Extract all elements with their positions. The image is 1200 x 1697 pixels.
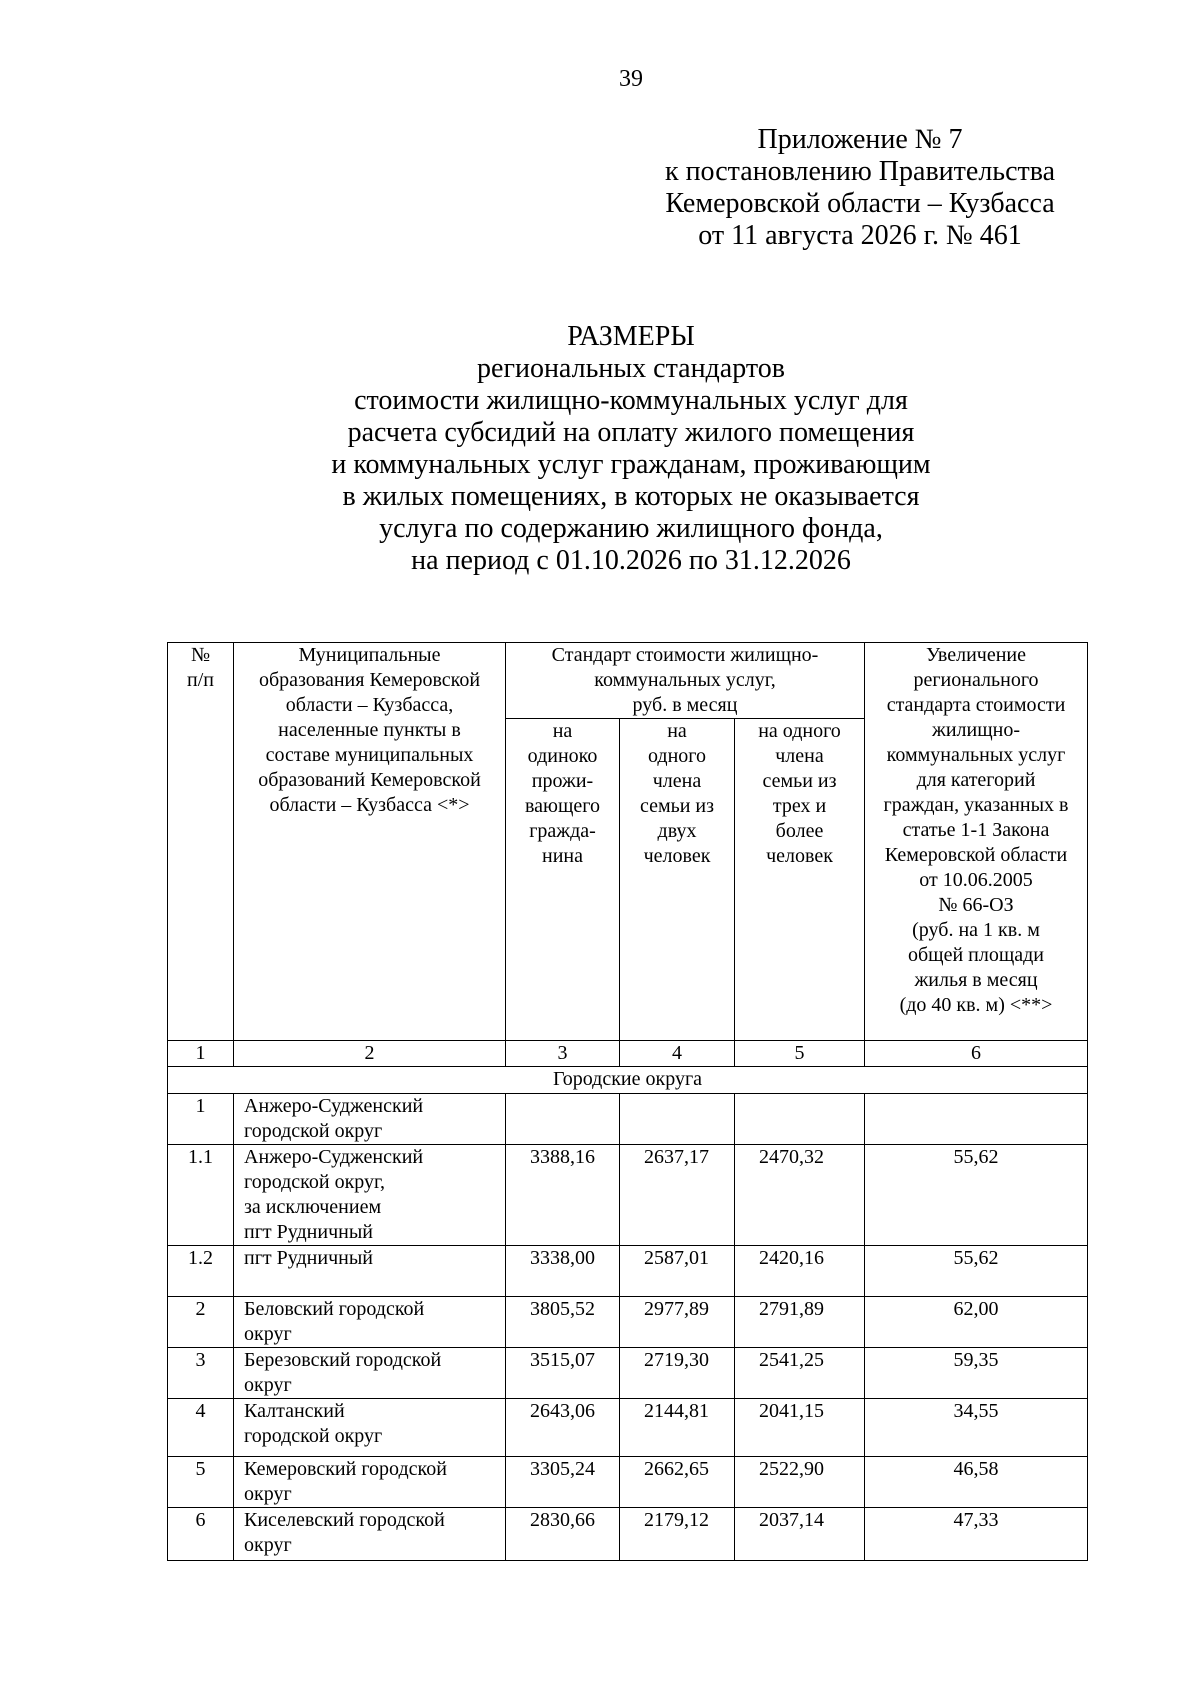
- value-three: 2420,16: [735, 1246, 865, 1297]
- section-title: Городские округа: [168, 1067, 1088, 1094]
- row-number: 2: [168, 1297, 234, 1348]
- title-line: в жилых помещениях, в которых не оказывается: [342, 481, 920, 512]
- value-single: 2830,66: [506, 1508, 620, 1561]
- text-line: Киселевский городской: [244, 1509, 445, 1531]
- value-two: 2587,01: [620, 1246, 735, 1297]
- text-line: на: [552, 720, 573, 742]
- value-two: 2977,89: [620, 1297, 735, 1348]
- text-line: Березовский городской: [244, 1349, 442, 1371]
- text-line: члена: [775, 745, 824, 767]
- text-line: образований Кемеровской: [258, 769, 481, 791]
- text-line: округ: [244, 1534, 292, 1556]
- page-number: 39: [619, 66, 643, 92]
- text-line: области – Кузбасса,: [285, 694, 454, 716]
- value-single: [506, 1094, 620, 1145]
- text-line: населенные пункты в: [278, 719, 461, 741]
- row-number: 1.1: [168, 1145, 234, 1246]
- text-line: общей площади: [908, 944, 1044, 966]
- text-line: двух: [657, 820, 697, 842]
- text-line: городской округ,: [244, 1171, 385, 1193]
- value-single: 3388,16: [506, 1145, 620, 1246]
- text-line: человек: [643, 845, 711, 867]
- text-line: за исключением: [244, 1196, 382, 1218]
- row-number: 1: [168, 1094, 234, 1145]
- text-line: жилищно-: [932, 719, 1020, 741]
- header-family-two: [620, 719, 735, 1041]
- title-line: стоимости жилищно-коммунальных услуг для: [354, 385, 908, 416]
- text-line: образования Кемеровской: [258, 669, 481, 691]
- text-line: семьи из: [639, 795, 715, 817]
- text-line: области – Кузбасса <*>: [269, 794, 470, 816]
- value-single: 3338,00: [506, 1246, 620, 1297]
- value-single: 2643,06: [506, 1399, 620, 1457]
- value-increase: 34,55: [865, 1399, 1088, 1457]
- column-number-row: [168, 1041, 1088, 1067]
- column-number: 1: [168, 1041, 234, 1067]
- value-single: 3805,52: [506, 1297, 620, 1348]
- municipality-name: [234, 1457, 506, 1508]
- header-single-citizen: [506, 719, 620, 1041]
- row-number: 3: [168, 1348, 234, 1399]
- value-three: [735, 1094, 865, 1145]
- value-two: 2179,12: [620, 1508, 735, 1561]
- column-number: 2: [234, 1041, 506, 1067]
- text-line: регионального: [913, 669, 1039, 691]
- text-line: стандарта стоимости: [886, 694, 1066, 716]
- appendix-line: Кемеровской области – Кузбасса: [665, 188, 1055, 219]
- row-number: 1.2: [168, 1246, 234, 1297]
- value-increase: 55,62: [865, 1145, 1088, 1246]
- text-line: одного: [647, 745, 706, 767]
- title-line: и коммунальных услуг гражданам, проживающим: [331, 449, 931, 480]
- column-number: 6: [865, 1041, 1088, 1067]
- row-number: 6: [168, 1508, 234, 1561]
- text-line: одиноко: [527, 745, 598, 767]
- value-two: 2719,30: [620, 1348, 735, 1399]
- header-increase: [865, 643, 1088, 1041]
- text-line: Анжеро-Судженский: [244, 1146, 424, 1168]
- value-increase: 47,33: [865, 1508, 1088, 1561]
- value-two: 2662,65: [620, 1457, 735, 1508]
- municipality-name: [234, 1246, 506, 1297]
- text-line: для категорий: [916, 769, 1036, 791]
- table-row: [168, 1246, 1088, 1297]
- text-line: Беловский городской: [244, 1298, 425, 1320]
- text-line: руб. в месяц: [632, 694, 738, 716]
- text-line: пгт Рудничный: [244, 1247, 373, 1269]
- text-line: от 10.06.2005: [919, 869, 1033, 891]
- value-two: [620, 1094, 735, 1145]
- municipality-name: [234, 1399, 506, 1457]
- text-line: жилья в месяц: [914, 969, 1038, 991]
- value-increase: [865, 1094, 1088, 1145]
- text-line: семьи из: [762, 770, 837, 792]
- municipality-name: [234, 1508, 506, 1561]
- table-row: [168, 1094, 1088, 1145]
- title-line: региональных стандартов: [477, 353, 785, 384]
- value-increase: 62,00: [865, 1297, 1088, 1348]
- table-row: [168, 1297, 1088, 1348]
- column-number: 3: [506, 1041, 620, 1067]
- value-three: 2522,90: [735, 1457, 865, 1508]
- value-three: 2041,15: [735, 1399, 865, 1457]
- text-line: прожи-: [531, 770, 594, 792]
- text-line: городской округ: [244, 1425, 383, 1447]
- text-line: Муниципальные: [298, 644, 441, 666]
- column-number: 5: [735, 1041, 865, 1067]
- value-increase: 46,58: [865, 1457, 1088, 1508]
- appendix-line: Приложение № 7: [757, 124, 963, 155]
- value-single: 3305,24: [506, 1457, 620, 1508]
- text-line: человек: [766, 845, 833, 867]
- title-line: услуга по содержанию жилищного фонда,: [379, 513, 883, 544]
- appendix-line: к постановлению Правительства: [664, 156, 1056, 187]
- text-line: Увеличение: [925, 644, 1026, 666]
- text-line: Кемеровский городской: [244, 1458, 447, 1480]
- municipality-name: [234, 1348, 506, 1399]
- municipality-name: [234, 1094, 506, 1145]
- column-number: 4: [620, 1041, 735, 1067]
- text-line: коммунальных услуг: [886, 744, 1066, 766]
- table-row: [168, 1145, 1088, 1246]
- appendix-header: [660, 124, 1060, 252]
- text-line: округ: [244, 1374, 292, 1396]
- table-row: [168, 1508, 1088, 1561]
- text-line: Калтанский: [244, 1400, 345, 1422]
- municipality-name: [234, 1297, 506, 1348]
- text-line: п/п: [187, 669, 214, 691]
- title-line: на период с 01.10.2026 по 31.12.2026: [411, 545, 851, 576]
- text-line: составе муниципальных: [265, 744, 474, 766]
- appendix-line: от 11 августа 2026 г. № 461: [698, 220, 1022, 251]
- text-line: Кемеровской области: [884, 844, 1068, 866]
- value-increase: 55,62: [865, 1246, 1088, 1297]
- header-municipality: [234, 643, 506, 1041]
- text-line: пгт Рудничный: [244, 1221, 373, 1243]
- text-line: более: [775, 820, 824, 842]
- text-line: (до 40 кв. м) <**>: [899, 994, 1053, 1016]
- text-line: вающего: [525, 795, 600, 817]
- text-line: Анжеро-Судженский: [244, 1095, 424, 1117]
- text-line: члена: [652, 770, 702, 792]
- document-title: [0, 321, 1200, 577]
- header-num: [168, 643, 234, 1041]
- text-line: Стандарт стоимости жилищно-: [551, 644, 819, 666]
- value-three: 2791,89: [735, 1297, 865, 1348]
- row-number: 4: [168, 1399, 234, 1457]
- row-number: 5: [168, 1457, 234, 1508]
- text-line: № 66-ОЗ: [938, 894, 1014, 916]
- text-line: статье 1-1 Закона: [902, 819, 1050, 841]
- title-line: расчета субсидий на оплату жилого помещения: [347, 417, 915, 448]
- standards-table: [167, 642, 1088, 1561]
- text-line: округ: [244, 1483, 292, 1505]
- text-line: округ: [244, 1323, 292, 1345]
- text-line: (руб. на 1 кв. м: [912, 919, 1040, 941]
- table-row: [168, 1399, 1088, 1457]
- value-three: 2037,14: [735, 1508, 865, 1561]
- text-line: граждан, указанных в: [883, 794, 1069, 816]
- value-three: 2541,25: [735, 1348, 865, 1399]
- text-line: на: [667, 720, 687, 742]
- value-single: 3515,07: [506, 1348, 620, 1399]
- value-two: 2637,17: [620, 1145, 735, 1246]
- text-line: коммунальных услуг,: [594, 669, 776, 691]
- value-increase: 59,35: [865, 1348, 1088, 1399]
- text-line: на одного: [758, 720, 841, 742]
- header-family-three: [735, 719, 865, 1041]
- value-two: 2144,81: [620, 1399, 735, 1457]
- text-line: №: [190, 644, 211, 666]
- table-row: [168, 1348, 1088, 1399]
- text-line: гражда-: [529, 820, 596, 842]
- title-heading: РАЗМЕРЫ: [567, 321, 695, 352]
- text-line: нина: [542, 845, 583, 867]
- header-standard: [506, 643, 865, 719]
- text-line: трех и: [772, 795, 827, 817]
- municipality-name: [234, 1145, 506, 1246]
- text-line: городской округ: [244, 1120, 383, 1142]
- table-row: [168, 1457, 1088, 1508]
- value-three: 2470,32: [735, 1145, 865, 1246]
